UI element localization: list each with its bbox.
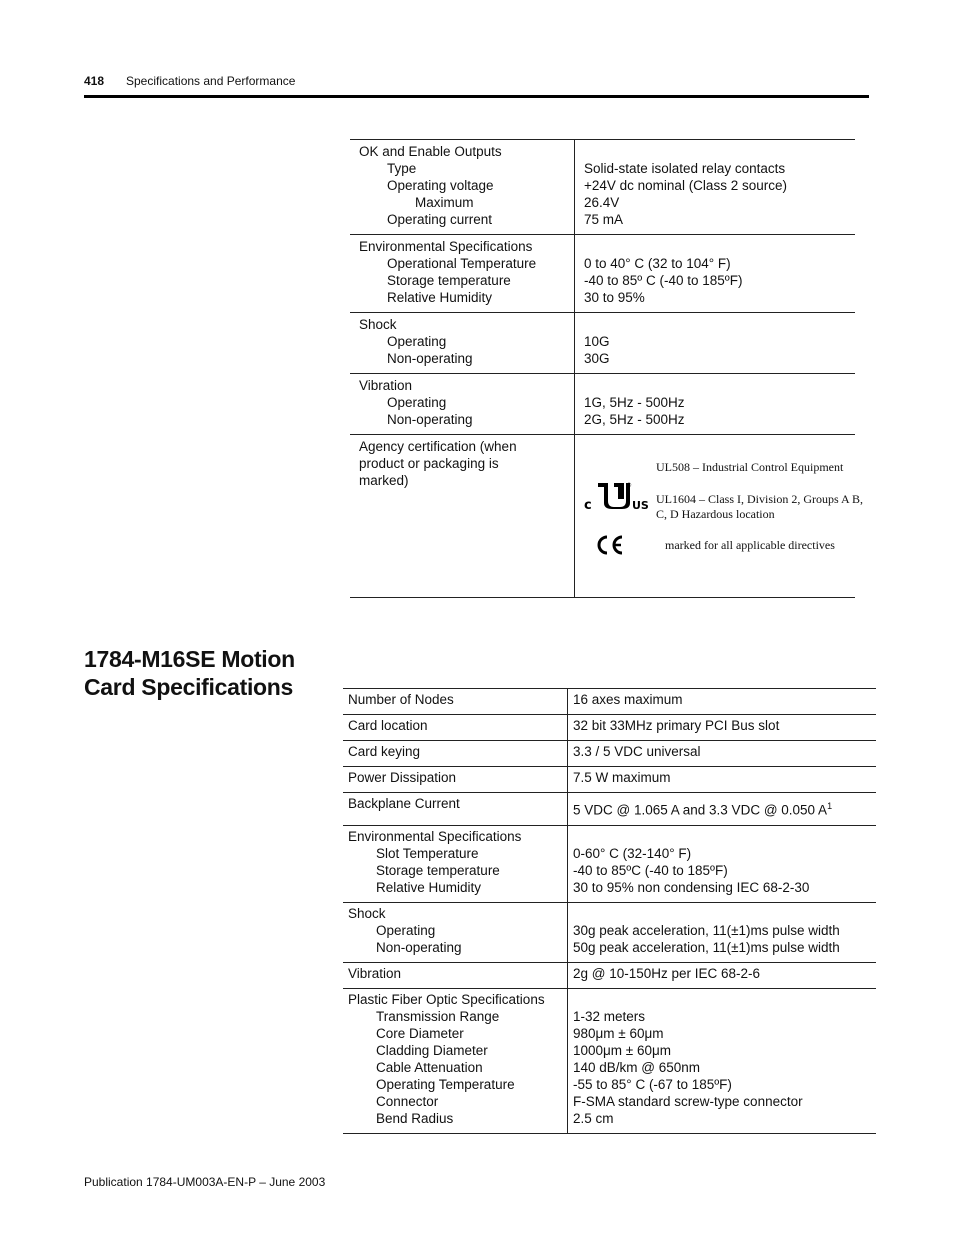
- svg-text:®: ®: [626, 482, 632, 489]
- cable-attenuation-value: 140 dB/km @ 650nm: [573, 1059, 701, 1075]
- publication-footer: Publication 1784-UM003A-EN-P – June 2003: [84, 1175, 326, 1189]
- shock-nonoperating-label-2: Non-operating: [376, 939, 462, 955]
- table-row-backplane: [343, 793, 876, 826]
- shock-heading-2: Shock: [348, 905, 386, 921]
- vibration-nonoperating-label: Non-operating: [387, 412, 473, 427]
- table-row-fiber: [343, 988, 876, 1133]
- card-keying-value: 3.3 / 5 VDC universal: [568, 741, 877, 767]
- table-row-agency: [350, 435, 855, 598]
- shock-operating-label-2: Operating: [376, 922, 436, 938]
- slot-temperature-label: Slot Temperature: [376, 845, 479, 861]
- outputs-spec-table: [350, 139, 864, 598]
- operating-current-value: 75 mA: [584, 212, 624, 227]
- shock-nonoperating-value: 30G: [584, 351, 610, 366]
- transmission-range-label: Transmission Range: [376, 1008, 500, 1024]
- storage-temperature-value: -40 to 85º C (-40 to 185ºF): [584, 273, 743, 288]
- table-row-card-location: [343, 715, 876, 741]
- ul1604-text: UL1604 – Class I, Division 2, Groups A B, C, D Hazardous location: [656, 492, 864, 521]
- ul508-text: UL508 – Industrial Control Equipment: [656, 460, 844, 474]
- card-location-value: 32 bit 33MHz primary PCI Bus slot: [568, 715, 877, 741]
- table-row-vibration-2: [343, 962, 876, 988]
- type-value: Solid-state isolated relay contacts: [584, 161, 786, 176]
- connector-label: Connector: [376, 1093, 439, 1109]
- table-row-card-keying: [343, 741, 876, 767]
- operating-voltage-label: Operating voltage: [387, 178, 494, 193]
- ce-text: marked for all applicable directives: [665, 538, 835, 552]
- vibration-operating-value: 1G, 5Hz - 500Hz: [584, 395, 685, 410]
- table-row-vibration: [350, 374, 855, 435]
- fiber-heading: Plastic Fiber Optic Specifications: [348, 991, 545, 1007]
- shock-nonoperating-value-2: 50g peak acceleration, 11(±1)ms pulse width: [573, 939, 840, 955]
- storage-temperature-label: Storage temperature: [387, 273, 511, 288]
- backplane-footnote: 1: [827, 801, 833, 811]
- vibration-heading: Vibration: [359, 378, 413, 393]
- page-number: 418: [84, 74, 105, 88]
- svg-text:c: c: [584, 498, 592, 511]
- operational-temperature-value: 0 to 40° C (32 to 104° F): [584, 256, 731, 271]
- running-header-title: Specifications and Performance: [126, 74, 296, 88]
- nodes-label: Number of Nodes: [348, 692, 454, 707]
- nodes-value: 16 axes maximum: [568, 689, 877, 715]
- shock-heading: Shock: [359, 317, 397, 332]
- card-keying-label: Card keying: [348, 744, 421, 759]
- shock-operating-value: 10G: [584, 334, 610, 349]
- storage-temperature-value-2: -40 to 85ºC (-40 to 185ºF): [573, 862, 728, 878]
- relative-humidity-value-2: 30 to 95% non condensing IEC 68-2-30: [573, 879, 810, 895]
- vibration-nonoperating-value: 2G, 5Hz - 500Hz: [584, 412, 685, 427]
- cul-us-listing-icon: [584, 479, 650, 511]
- operating-current-label: Operating current: [387, 212, 493, 227]
- maximum-value: 26.4V: [584, 195, 620, 210]
- vibration-label-2: Vibration: [348, 965, 402, 981]
- fiber-operating-temperature-value: -55 to 85° C (-67 to 185ºF): [573, 1076, 732, 1092]
- operating-voltage-value: +24V dc nominal (Class 2 source): [584, 178, 787, 193]
- environmental-heading-2: Environmental Specifications: [348, 828, 522, 844]
- environmental-heading: Environmental Specifications: [359, 239, 533, 254]
- shock-nonoperating-label: Non-operating: [387, 351, 473, 366]
- connector-value: F-SMA standard screw-type connector: [573, 1093, 803, 1109]
- vibration-value-2: 2g @ 10-150Hz per IEC 68-2-6: [568, 962, 877, 988]
- cladding-diameter-value: 1000μm ± 60μm: [573, 1042, 672, 1058]
- slot-temperature-value: 0-60° C (32-140° F): [573, 845, 692, 861]
- bend-radius-value: 2.5 cm: [573, 1110, 614, 1126]
- ce-mark-icon: [594, 533, 626, 557]
- motion-card-spec-table: [343, 688, 876, 1134]
- power-value: 7.5 W maximum: [568, 767, 877, 793]
- power-label: Power Dissipation: [348, 770, 457, 785]
- operational-temperature-label: Operational Temperature: [387, 256, 537, 271]
- relative-humidity-value: 30 to 95%: [584, 290, 645, 305]
- shock-operating-value-2: 30g peak acceleration, 11(±1)ms pulse width: [573, 922, 840, 938]
- table-row-environmental: [350, 235, 855, 313]
- core-diameter-value: 980μm ± 60μm: [573, 1025, 664, 1041]
- ok-enable-heading: OK and Enable Outputs: [359, 144, 502, 159]
- backplane-value: 5 VDC @ 1.065 A and 3.3 VDC @ 0.050 A: [573, 802, 828, 818]
- fiber-operating-temperature-label: Operating Temperature: [376, 1076, 515, 1092]
- header-rule: [84, 95, 869, 98]
- transmission-range-value: 1-32 meters: [573, 1008, 646, 1024]
- core-diameter-label: Core Diameter: [376, 1025, 464, 1041]
- relative-humidity-label-2: Relative Humidity: [376, 879, 482, 895]
- agency-marks: [584, 435, 864, 597]
- table-row-shock-2: [343, 902, 876, 962]
- table-row-nodes: [343, 689, 876, 715]
- backplane-label: Backplane Current: [348, 796, 460, 811]
- table-row-shock: [350, 313, 855, 374]
- svg-text:US: US: [632, 499, 649, 511]
- relative-humidity-label: Relative Humidity: [387, 290, 493, 305]
- cable-attenuation-label: Cable Attenuation: [376, 1059, 483, 1075]
- storage-temperature-label-2: Storage temperature: [376, 862, 500, 878]
- cladding-diameter-label: Cladding Diameter: [376, 1042, 488, 1058]
- bend-radius-label: Bend Radius: [376, 1110, 454, 1126]
- table-row-power: [343, 767, 876, 793]
- maximum-label: Maximum: [415, 195, 474, 210]
- agency-heading: Agency certification (when product or packaging is marked): [359, 439, 517, 488]
- card-location-label: Card location: [348, 718, 428, 733]
- table-row-environmental-2: [343, 825, 876, 902]
- section-title: 1784-M16SE Motion Card Specifications: [84, 646, 295, 700]
- table-row-ok-enable: [350, 140, 855, 235]
- shock-operating-label: Operating: [387, 334, 447, 349]
- type-label: Type: [387, 161, 417, 176]
- vibration-operating-label: Operating: [387, 395, 447, 410]
